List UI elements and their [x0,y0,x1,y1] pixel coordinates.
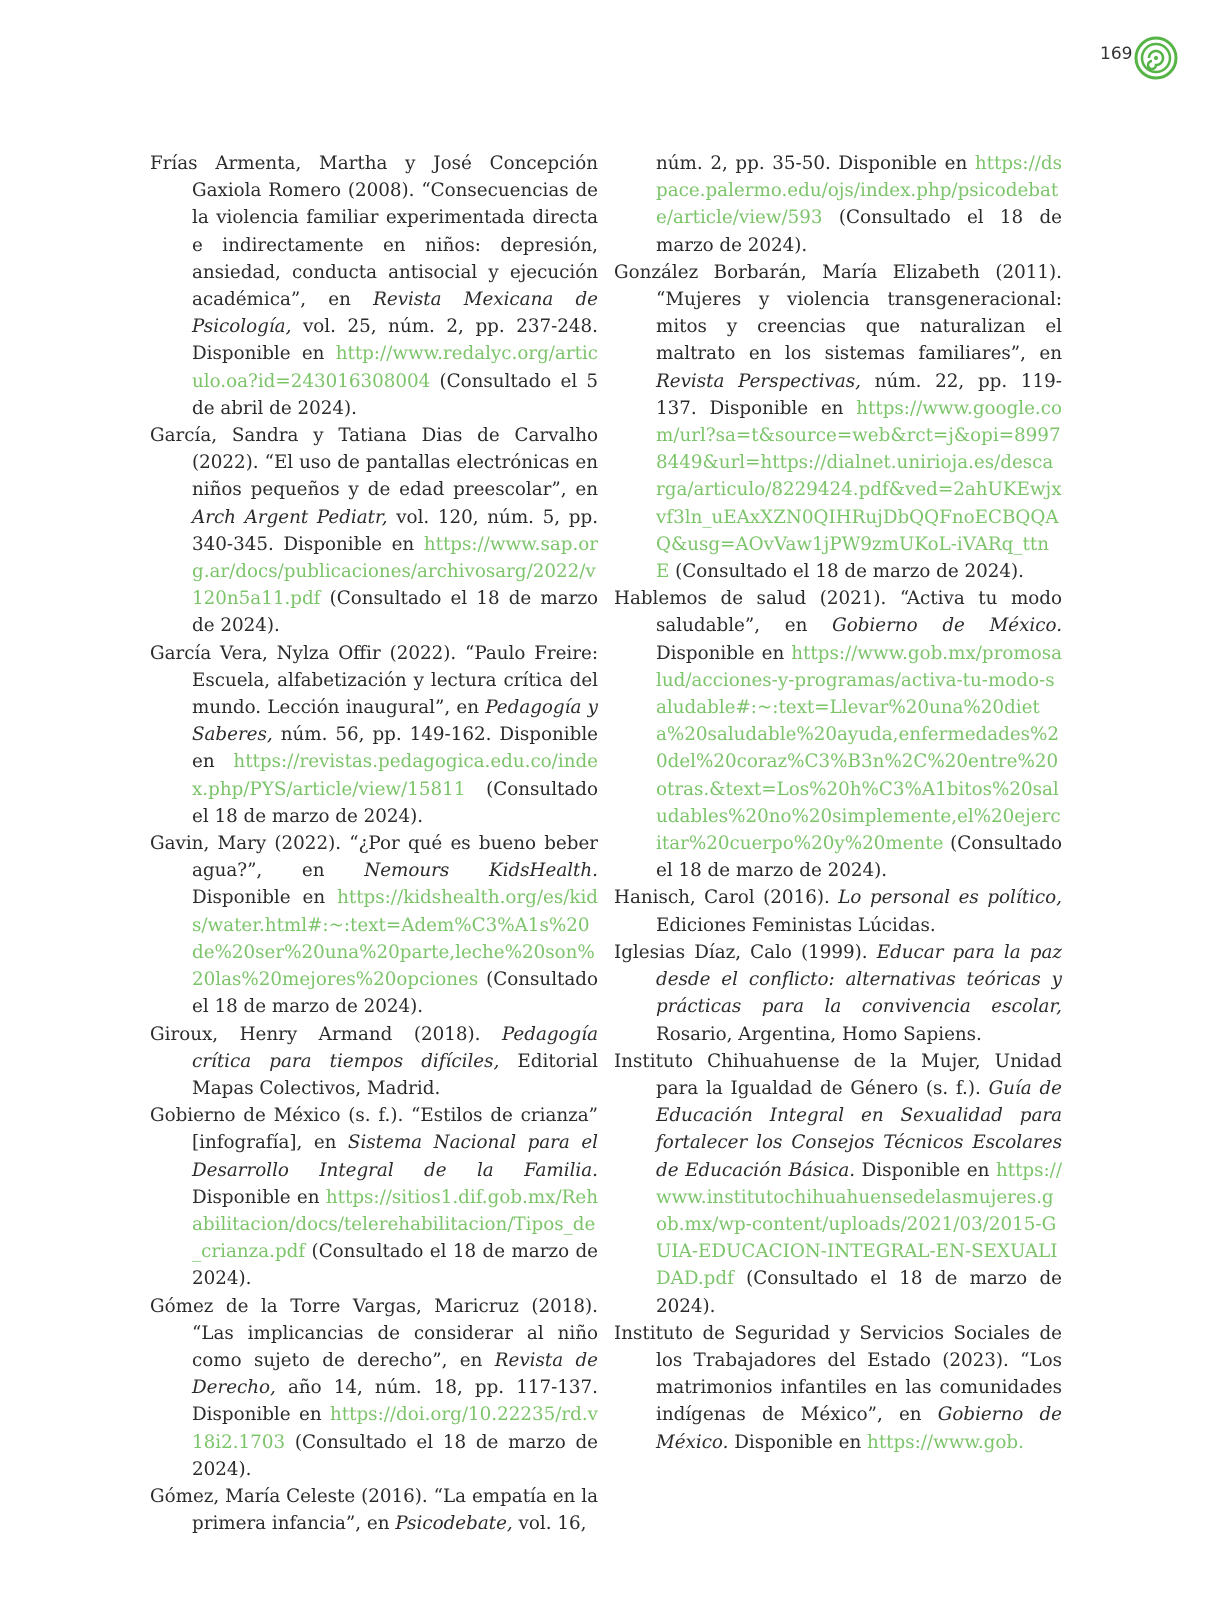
reference-text: Instituto Chihuahuense de la Mujer, Unidad para la Igualdad de Género (s. f.). [614,1050,1062,1099]
reference-text: Gómez de la Torre Vargas, Maricruz (2018). “Las implicancias de considerar al niño como sujeto de derecho”, en [150,1295,598,1371]
page-number: 169 [1100,44,1133,64]
reference-text: Frías Armenta, Martha y José Concepción Gaxiola Romero (2008). “Consecuencias de la violencia familiar experimentada directa e indirectamente en niños: depresión, ansiedad, conducta antisocial y ejecución académica”, en [150,153,598,311]
left-column [150,150,598,1537]
reference-title: Arch Argent Pediatr, [192,506,388,528]
reference-text: Editorial Mapas Colectivos, Madrid. [192,1050,599,1099]
reference-title: Nemours KidsHealth. [364,860,598,882]
reference-entry [150,1293,598,1483]
reference-text: Ediciones Feministas Lúcidas. [656,914,936,936]
reference-text: Gómez, María Celeste (2016). “La empatía en la primera infancia”, en [150,1485,598,1535]
reference-text: Disponible en [192,887,338,909]
reference-text: Gobierno de México (s. f.). “Estilos de crianza” [infografía], en [150,1105,598,1154]
reference-entry [614,259,1062,585]
reference-title: Gobierno de México. [656,1404,1062,1453]
reference-link[interactable]: https://www.gob.mx/promosalud/acciones-y-programas/activa-tu-modo-saludable#:~:text=Llevar%20una%20dieta%20saludable%20ayuda,enfermedades%20del%20coraz%C3%B3n%2C%20entre%20otras.&text=Los%20h%C3%A1bitos%20saludables%20no%20simplemente,el%20ejercitar%20cuerpo%20y%20mente [656,642,1062,855]
reference-entry [150,1483,598,1537]
reference-text: (Consultado el 18 de marzo de 2024). [192,1431,598,1480]
reference-title: Educar para la paz desde el conflicto: alternativas teóricas y prácticas para la convivencia escolar, [656,941,1062,1018]
reference-title: Psicodebate, [395,1513,513,1535]
reference-entry [150,640,598,830]
reference-text: Disponible en [192,1186,326,1208]
reference-entry [150,422,598,640]
reference-continuation [614,150,1062,259]
reference-text: (Consultado el 18 de marzo de 2024). [669,561,1024,583]
reference-title: Pedagogía crítica para tiempos difíciles, [192,1023,598,1072]
spiral-logo-icon [1134,36,1178,80]
reference-link[interactable]: https://www.gob. [867,1431,1024,1453]
reference-entry [614,1048,1062,1320]
reference-text: Hanisch, Carol (2016). [614,887,839,909]
reference-text: (Consultado el 18 de marzo de 2024). [656,833,1062,882]
reference-text: González Borbarán, María Elizabeth (2011). “Mujeres y violencia transgeneracional: mitos y creencias que naturalizan el maltrato en los sistemas familiares”, en [614,261,1062,365]
reference-text: (Consultado el 18 de marzo de 2024). [192,778,598,827]
reference-text: núm. 2, pp. 35-50. Disponible en [656,153,975,174]
reference-text: vol. 25, núm. 2, pp. 237-248. Disponible en [192,316,598,365]
reference-text: Iglesias Díaz, Calo (1999). [614,941,877,963]
reference-text: García, Sandra y Tatiana Dias de Carvalho (2022). “El uso de pantallas electrónicas en niños pequeños y de edad preescolar”, en [150,425,598,501]
reference-link[interactable]: https://doi.org/10.22235/rd.v18i2.1703 [192,1404,598,1453]
reference-text: núm. 56, pp. 149-162. Disponible en [192,724,598,773]
reference-text: Rosario, Argentina, Homo Sapiens. [656,1023,982,1045]
reference-link[interactable]: https://dspace.palermo.edu/ojs/index.php/psicodebate/article/view/593 [656,153,1062,229]
reference-text: Giroux, Henry Armand (2018). [150,1023,502,1045]
reference-text: (Consultado el 18 de marzo de 2024). [656,1268,1062,1317]
reference-text: Gavin, Mary (2022). “¿Por qué es bueno beber agua?”, en [150,833,598,882]
reference-link[interactable]: https://www.google.com/url?sa=t&source=web&rct=j&opi=89978449&url=https://dialnet.unirioja.es/descarga/articulo/8229424.pdf&ved=2ahUKEwjxvf3ln_uEAxXZN0QIHRujDbQQFnoECBQQAQ&usg=AOvVaw1jPW9zmUKoL-iVARq_ttnE [656,397,1062,583]
reference-link[interactable]: http://www.redalyc.org/articulo.oa?id=243016308004 [192,343,598,392]
reference-text: vol. 16, [512,1513,587,1535]
reference-text: Disponible en [855,1159,996,1181]
reference-title: Revista Perspectivas, [656,370,861,392]
reference-link[interactable]: https://kidshealth.org/es/kids/water.html#:~:text=Adem%C3%A1s%20de%20ser%20una%20parte,leche%20son%20las%20mejores%20opciones [192,887,598,991]
reference-title: Pedagogía y Saberes, [192,697,598,746]
reference-text: Disponible en [728,1431,868,1453]
reference-link[interactable]: https://www.sap.org.ar/docs/publicaciones/archivosarg/2022/v120n5a11.pdf [192,533,598,610]
reference-entry [150,1021,598,1103]
reference-text: (Consultado el 5 de abril de 2024). [192,370,598,419]
reference-title: Revista de Derecho, [192,1349,598,1399]
reference-entry [150,1102,598,1292]
reference-text: (Consultado el 18 de marzo de 2024). [656,207,1062,256]
reference-text: (Consultado el 18 de marzo de 2024). [192,588,598,637]
reference-entry [150,150,598,422]
reference-entry [614,939,1062,1048]
reference-text: vol. 120, núm. 5, pp. 340-345. Disponible en [192,506,599,555]
reference-title: Guía de Educación Integral en Sexualidad para fortalecer los Consejos Técnicos Escolares de Educación Básica. [656,1077,1062,1181]
reference-text: (Consultado el 18 de marzo de 2024). [192,969,598,1018]
reference-title: Gobierno de México. [832,615,1062,637]
reference-text: Hablemos de salud (2021). “Activa tu modo saludable”, en [614,588,1062,637]
right-column [614,150,1062,1456]
reference-text: núm. 22, pp. 119-137. Disponible en [656,370,1062,419]
reference-title: Sistema Nacional para el Desarrollo Integral de la Familia. [192,1132,598,1181]
reference-title: Lo personal es político, [838,887,1062,909]
reference-text: Instituto de Seguridad y Servicios Sociales de los Trabajadores del Estado (2023). “Los matrimonios infantiles en las comunidades indígenas de México”, en [614,1322,1062,1426]
reference-entry [614,1320,1062,1456]
reference-link[interactable]: https://www.institutochihuahuensedelasmujeres.gob.mx/wp-content/uploads/2021/03/2015-GUIA-EDUCACION-INTEGRAL-EN-SEXUALIDAD.pdf [656,1159,1062,1290]
reference-title: Revista Mexicana de Psicología, [192,289,598,338]
reference-text: año 14, núm. 18, pp. 117-137. Disponible en [192,1377,598,1426]
reference-text: Disponible en [656,642,792,664]
reference-text: (Consultado el 18 de marzo de 2024). [192,1241,598,1290]
reference-entry [150,830,598,1020]
reference-entry [614,884,1062,938]
reference-link[interactable]: https://revistas.pedagogica.edu.co/index.php/PYS/article/view/15811 [192,751,598,800]
reference-link[interactable]: https://sitios1.dif.gob.mx/Rehabilitacion/docs/telerehabilitacion/Tipos_de_crianza.pdf [192,1186,598,1263]
reference-text: García Vera, Nylza Offir (2022). “Paulo Freire: Escuela, alfabetización y lectura crítica del mundo. Lección inaugural”, en [150,642,598,719]
reference-entry [614,585,1062,884]
